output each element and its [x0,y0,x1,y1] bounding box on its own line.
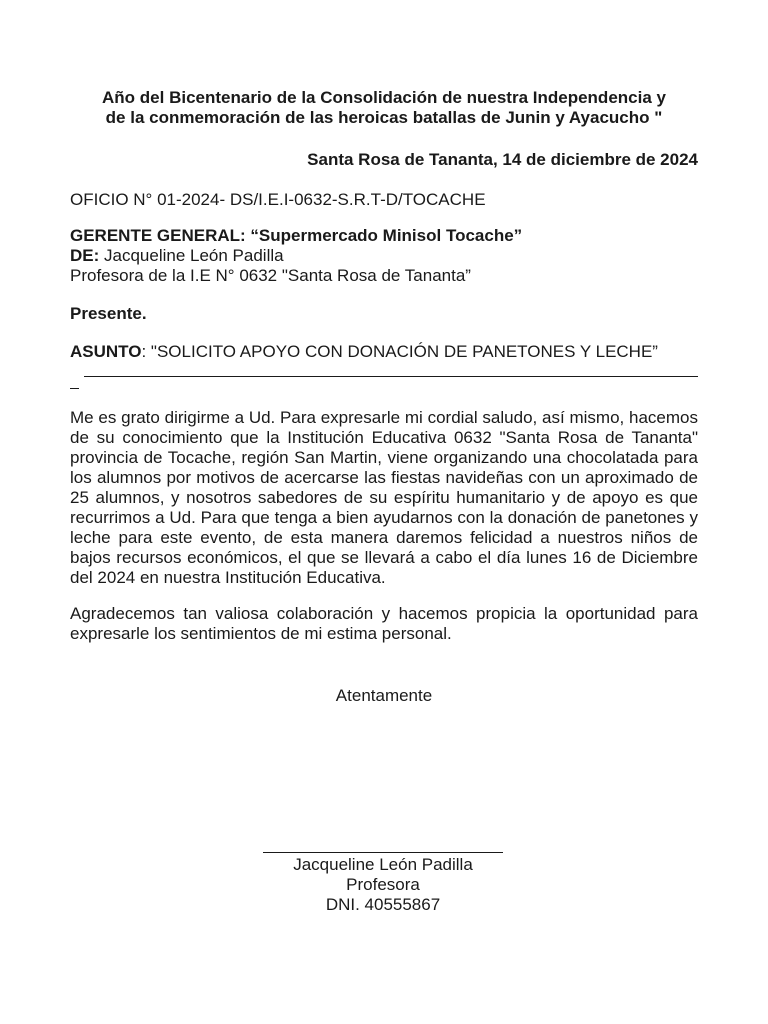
subject-divider [70,364,698,394]
addressee: GERENTE GENERAL: “Supermercado Minisol Tocache” [70,226,523,245]
presente-salutation: Presente. [70,304,147,323]
signer-role: Profesora [346,875,420,894]
body-paragraph-2: Agradecemos tan valiosa colaboración y hacemos propicia la oportunidad para expresarle los sentimientos de mi estima personal. [70,604,698,643]
year-motto [70,88,698,128]
place-and-date: Santa Rosa de Tananta, 14 de diciembre de 2024 [307,150,698,169]
signer-dni: DNI. 40555867 [325,895,441,914]
body-paragraph-1: Me es grato dirigirme a Ud. Para expresarle mi cordial saludo, así mismo, hacemos de su conocimiento que la Institución Educativa 0632 "Santa Rosa de Tananta" provincia de Tocache, región San Martin, viene organizando una chocolatada para los alumnos por motivos de acercarse las fiestas navideñas con un aproximado de 25 alumnos, y nosotros sabedores de su espíritu humanitario y de apoyo es que recurrimos a Ud. Para que tenga a bien ayudarnos con la donación de panetones y leche para este evento, de esta manera daremos felicidad a nuestros niños de bajos recursos económicos, el que se llevará a cabo el día lunes 16 de Diciembre del 2024 en nuestra Institución Educativa. [70,408,698,587]
year-motto-line-2: de la conmemoración de las heroicas batallas de Junin y Ayacucho " [105,108,663,127]
oficio-number: OFICIO N° 01-2024- DS/I.E.I-0632-S.R.T-D/TOCACHE [70,190,486,209]
sender-name: Jacqueline León Padilla [99,246,284,265]
sender-label: DE: [70,246,100,265]
divider-line [84,376,698,377]
year-motto-line-1: Año del Bicentenario de la Consolidación de nuestra Independencia y [102,88,666,107]
subject-text: : "SOLICITO APOYO CON DONACIÓN DE PANETONES Y LECHE” [141,342,658,361]
signer-name: Jacqueline León Padilla [293,855,473,874]
sender-line [70,246,698,266]
letter-page [70,88,698,706]
subject-line [70,342,698,362]
closing-phrase: Atentamente [335,686,433,705]
addressee-block [70,226,698,286]
divider-tail [70,388,79,389]
signature-block [263,852,503,915]
signature-line [263,852,503,853]
subject-label: ASUNTO [70,342,142,361]
sender-role: Profesora de la I.E N° 0632 "Santa Rosa de Tananta” [70,266,471,285]
